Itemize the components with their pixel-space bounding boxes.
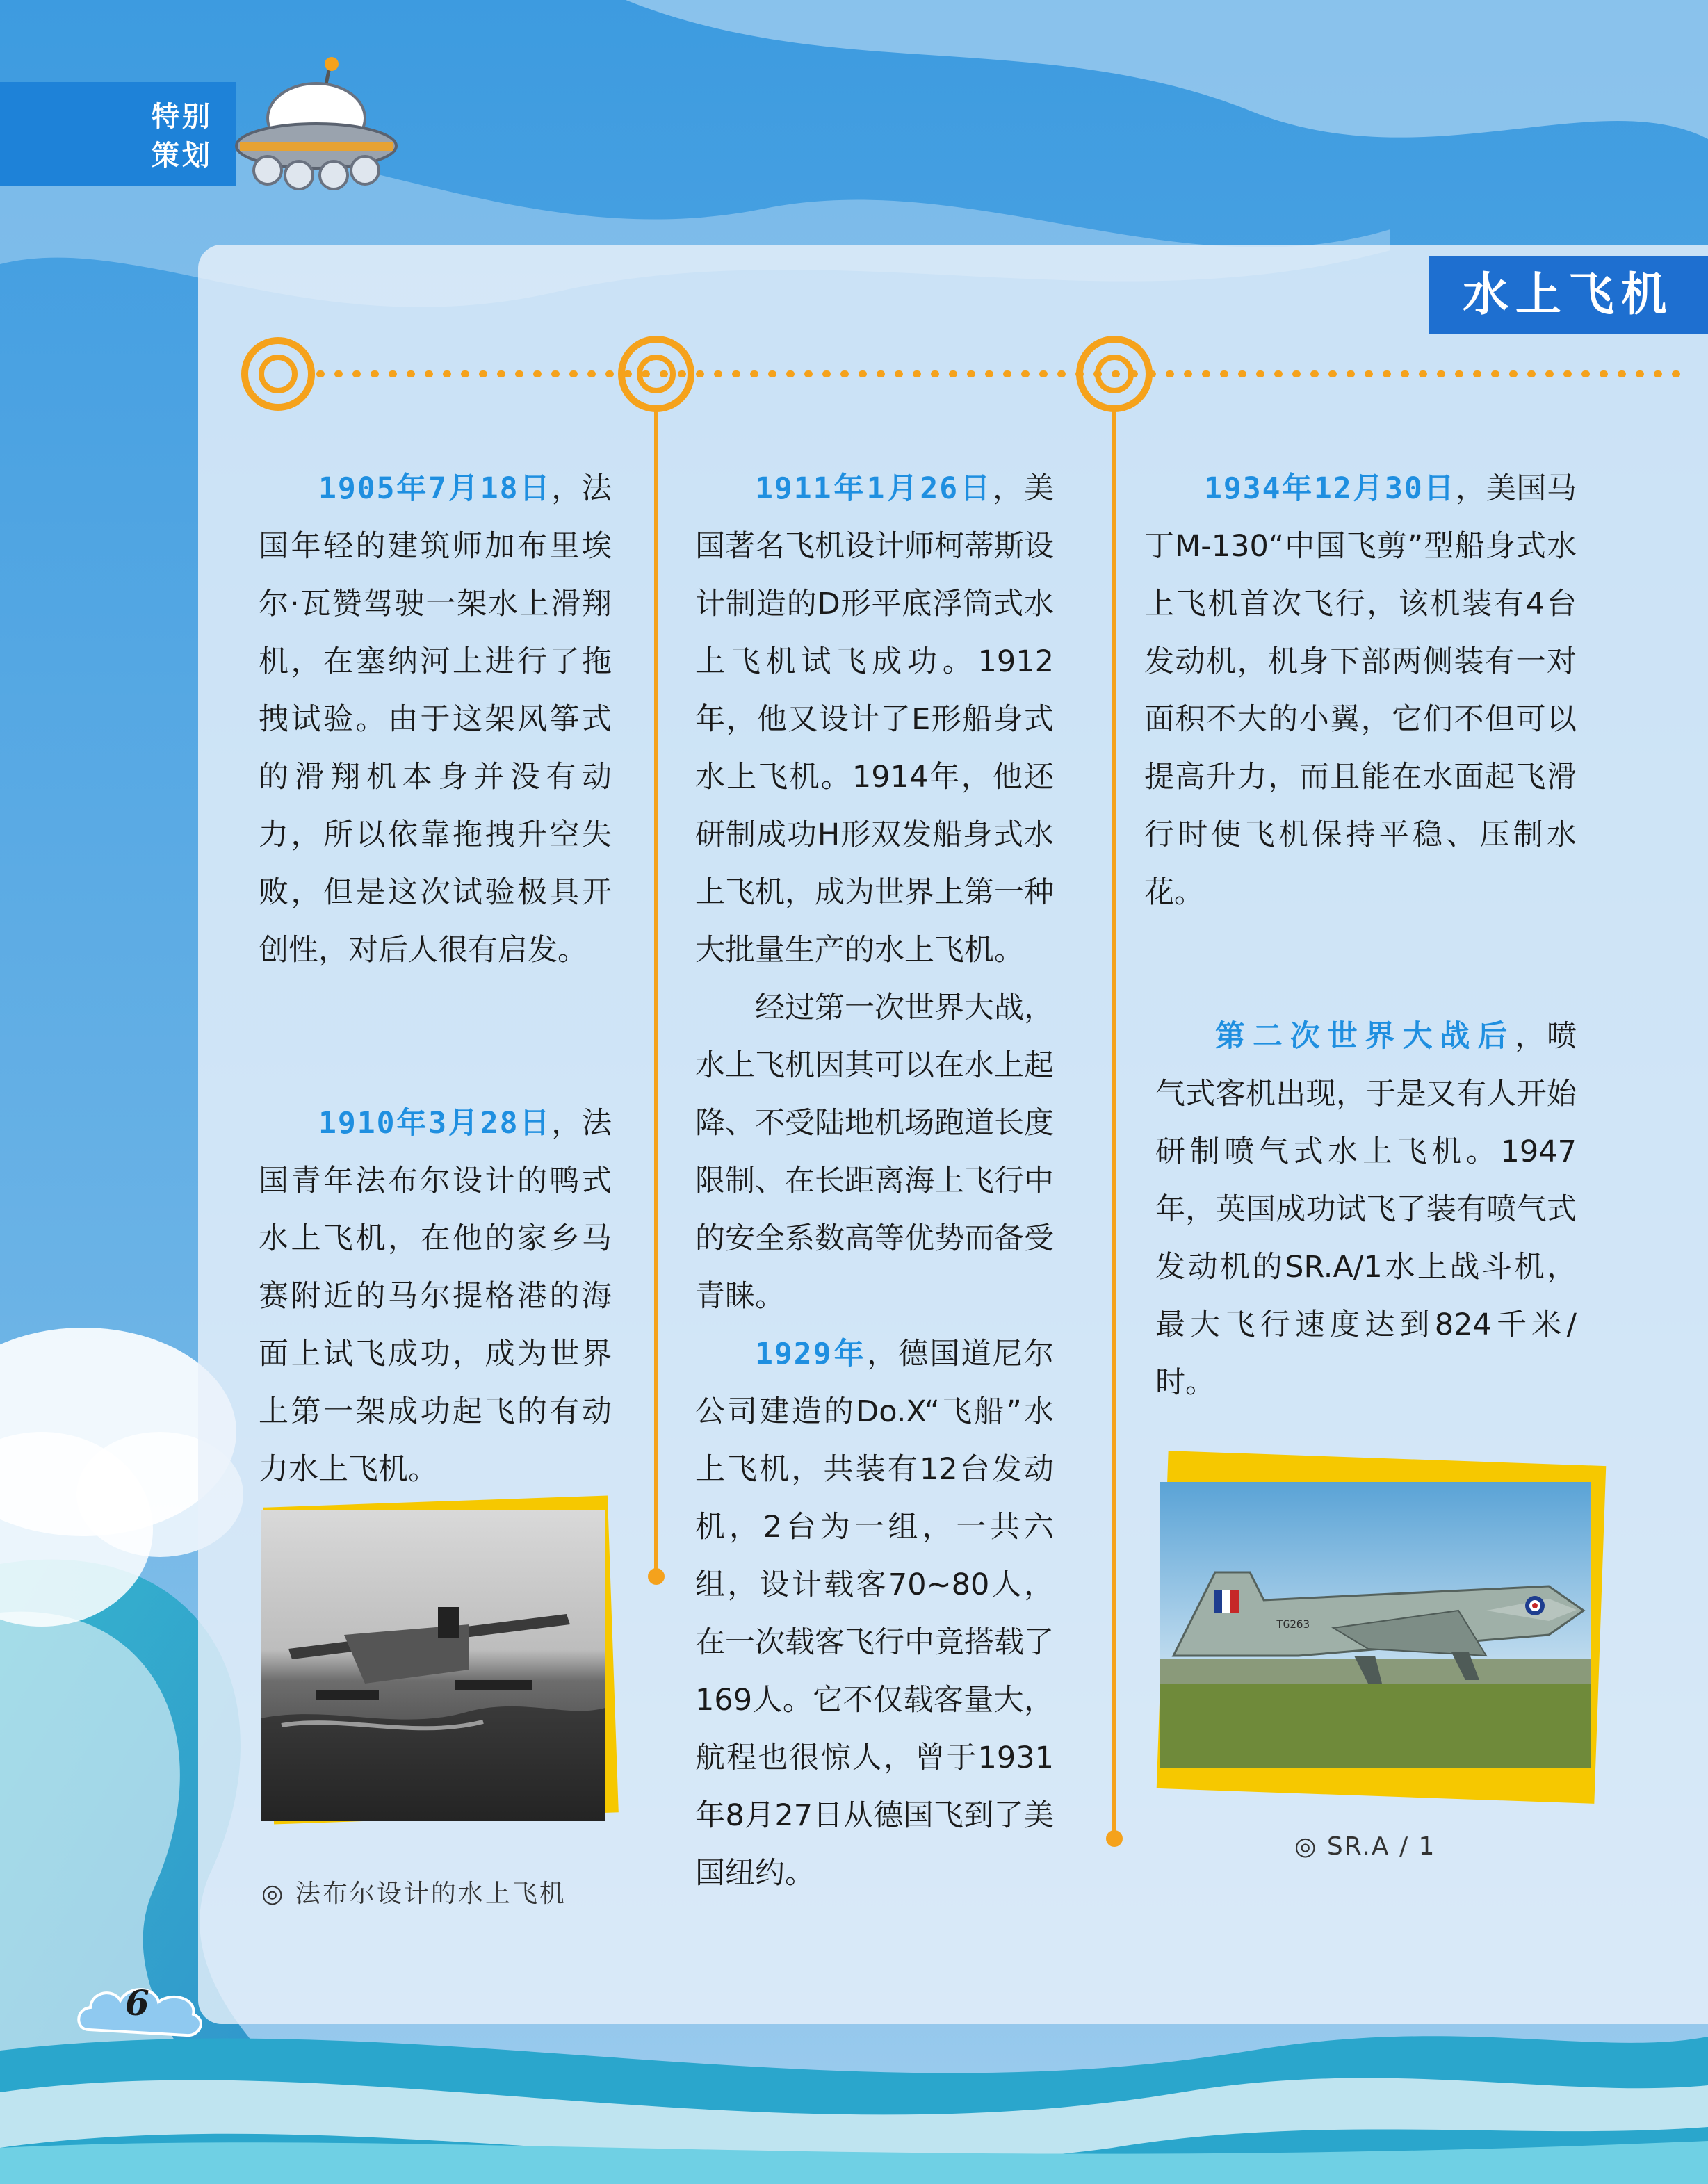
photo-caption-fabre: ◎ 法布尔设计的水上飞机 bbox=[261, 1880, 567, 1908]
entry-1910: 1910年3月28日，法国青年法布尔设计的鸭式水上飞机，在他的家乡马赛附近的马尔提格港的海面上试飞成功，成为世界上第一架成功起飞的有动力水上飞机。 bbox=[259, 1106, 612, 1487]
plane-marking: TG263 bbox=[1276, 1617, 1310, 1631]
photo-fabre-seaplane bbox=[261, 1510, 605, 1821]
entry-post-wwii: 第二次世界大战后，喷气式客机出现，于是又有人开始研制喷气式水上飞机。1947年，英国成功试飞了装有喷气式发动机的SR.A/1水上战斗机，最大飞行速度达到824千米/时。 bbox=[1155, 1019, 1577, 1400]
right-column bbox=[1144, 460, 1577, 1412]
left-column bbox=[259, 460, 612, 1499]
entry-wwi: 经过第一次世界大战，水上飞机因其可以在水上起降、不受陆地机场跑道长度限制、在长距离海上飞行中的安全系数高等优势而备受青睐。 bbox=[695, 991, 1054, 1314]
photo-caption-sra1: ◎ SR.A / 1 bbox=[1294, 1832, 1436, 1861]
entry-1911: 1911年1月26日，美国著名飞机设计师柯蒂斯设计制造的D形平底浮筒式水上飞机试飞成功。1912年，他又设计了E形船身式水上飞机。1914年，他还研制成功H形双发船身式水上飞机，成为世界上第一种大批量生产的水上飞机。 bbox=[695, 471, 1054, 968]
entry-1929: 1929年，德国道尼尔公司建造的Do.X“飞船”水上飞机，共装有12台发动机，2台为一组，一共六组，设计载客70~80人，在一次载客飞行中竟搭载了169人。它不仅载客量大，航程也很惊人，曾于1931年8月27日从德国飞到了美国纽约。 bbox=[695, 1337, 1054, 1891]
section-tag-label: 特别 策划 bbox=[152, 101, 213, 172]
entry-1905: 1905年7月18日，法国年轻的建筑师加布里埃尔·瓦赞驾驶一架水上滑翔机，在塞纳河上进行了拖拽试验。由于这架风筝式的滑翔机本身并没有动力，所以依靠拖拽升空失败，但是这次试验极具开创性，对后人很有启发。 bbox=[259, 471, 612, 968]
page-title: 水上飞机 bbox=[1463, 268, 1674, 321]
middle-column bbox=[695, 460, 1054, 1902]
photo-sra1-jet bbox=[1160, 1482, 1591, 1768]
page-number: 6 bbox=[125, 1982, 149, 2023]
target-ring-icon bbox=[245, 341, 311, 407]
entry-1934: 1934年12月30日，美国马丁M-130“中国飞剪”型船身式水上飞机首次飞行，该机装有4台发动机，机身下部两侧装有一对面积不大的小翼，它们不但可以提高升力，而且能在水面起飞滑行时使飞机保持平稳、压制水花。 bbox=[1144, 471, 1577, 910]
